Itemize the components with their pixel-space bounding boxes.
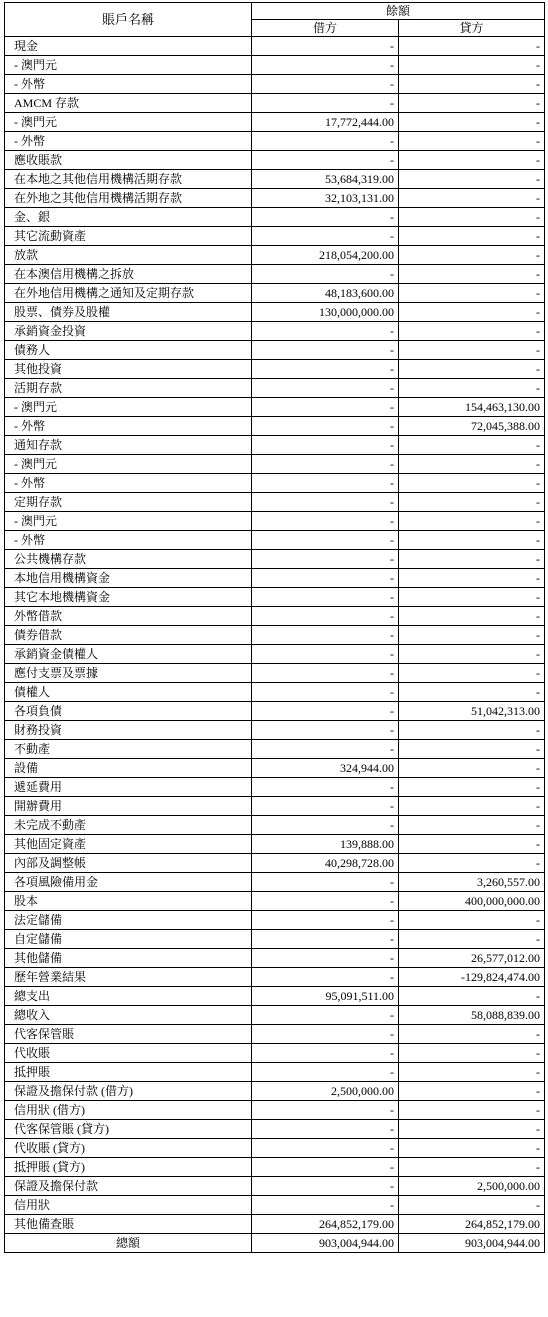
table-row <box>5 455 545 474</box>
total-label: 總額 <box>5 1234 252 1253</box>
table-row <box>5 645 545 664</box>
table-row <box>5 1177 545 1196</box>
account-name-cell: 金、銀 <box>5 208 252 227</box>
debit-cell: - <box>252 550 399 569</box>
account-name-cell: 代客保管賬 (貸方) <box>5 1120 252 1139</box>
credit-cell: - <box>399 75 545 94</box>
debit-cell: - <box>252 455 399 474</box>
table-row <box>5 436 545 455</box>
debit-cell: - <box>252 436 399 455</box>
debit-cell: - <box>252 911 399 930</box>
account-name-cell: 其它本地機構資金 <box>5 588 252 607</box>
debit-cell: 130,000,000.00 <box>252 303 399 322</box>
credit-cell: - <box>399 626 545 645</box>
account-name-cell: 信用狀 <box>5 1196 252 1215</box>
table-row <box>5 94 545 113</box>
credit-cell: - <box>399 360 545 379</box>
debit-cell: 53,684,319.00 <box>252 170 399 189</box>
credit-cell: - <box>399 322 545 341</box>
account-name-cell: 開辦費用 <box>5 797 252 816</box>
account-name-cell: 代收賬 (貸方) <box>5 1139 252 1158</box>
account-name-cell: 其它流動資產 <box>5 227 252 246</box>
debit-cell: - <box>252 94 399 113</box>
credit-cell: - <box>399 1025 545 1044</box>
account-name-cell: 應付支票及票據 <box>5 664 252 683</box>
credit-cell: - <box>399 1044 545 1063</box>
table-row <box>5 512 545 531</box>
credit-cell: - <box>399 56 545 75</box>
account-name-cell: 代收賬 <box>5 1044 252 1063</box>
debit-cell: - <box>252 892 399 911</box>
credit-cell: 26,577,012.00 <box>399 949 545 968</box>
header-row-top <box>5 3 545 20</box>
table-row <box>5 1082 545 1101</box>
table-row <box>5 1025 545 1044</box>
account-name-cell: 其他固定資產 <box>5 835 252 854</box>
account-name-cell: 外幣借款 <box>5 607 252 626</box>
account-name-cell: 抵押賬 (貸方) <box>5 1158 252 1177</box>
table-row <box>5 284 545 303</box>
credit-cell: - <box>399 436 545 455</box>
table-row <box>5 797 545 816</box>
debit-cell: - <box>252 740 399 759</box>
account-name-cell: 債務人 <box>5 341 252 360</box>
account-name-cell: 保證及擔保付款 <box>5 1177 252 1196</box>
credit-cell: - <box>399 1196 545 1215</box>
account-name-cell: 內部及調整帳 <box>5 854 252 873</box>
table-row <box>5 208 545 227</box>
table-row <box>5 151 545 170</box>
debit-cell: - <box>252 1158 399 1177</box>
debit-cell: - <box>252 721 399 740</box>
table-row <box>5 949 545 968</box>
table-row <box>5 398 545 417</box>
debit-cell: - <box>252 322 399 341</box>
debit-cell: - <box>252 1006 399 1025</box>
debit-cell: 218,054,200.00 <box>252 246 399 265</box>
credit-cell: - <box>399 455 545 474</box>
account-name-cell: 抵押賬 <box>5 1063 252 1082</box>
debit-cell: - <box>252 474 399 493</box>
credit-cell: - <box>399 474 545 493</box>
table-row <box>5 170 545 189</box>
credit-cell: - <box>399 113 545 132</box>
table-row <box>5 721 545 740</box>
debit-cell: - <box>252 341 399 360</box>
table-row <box>5 702 545 721</box>
account-name-cell: 在本地之其他信用機構活期存款 <box>5 170 252 189</box>
credit-cell: - <box>399 1139 545 1158</box>
table-row <box>5 569 545 588</box>
account-name-cell: 在本澳信用機構之拆放 <box>5 265 252 284</box>
table-row <box>5 37 545 56</box>
account-name-cell: 其他儲備 <box>5 949 252 968</box>
account-name-cell: 保證及擔保付款 (借方) <box>5 1082 252 1101</box>
credit-cell: - <box>399 550 545 569</box>
debit-cell: 139,888.00 <box>252 835 399 854</box>
credit-cell: - <box>399 1120 545 1139</box>
debit-cell: - <box>252 1063 399 1082</box>
account-name-cell: 歷年營業結果 <box>5 968 252 987</box>
credit-cell: - <box>399 512 545 531</box>
table-row <box>5 740 545 759</box>
account-name-cell: - 澳門元 <box>5 512 252 531</box>
account-name-cell: - 外幣 <box>5 531 252 550</box>
table-row <box>5 360 545 379</box>
debit-cell: - <box>252 208 399 227</box>
account-name-cell: 信用狀 (借方) <box>5 1101 252 1120</box>
credit-cell: - <box>399 911 545 930</box>
table-row <box>5 778 545 797</box>
debit-cell: - <box>252 968 399 987</box>
table-row <box>5 835 545 854</box>
account-name-cell: - 澳門元 <box>5 56 252 75</box>
debit-cell: - <box>252 1044 399 1063</box>
account-name-cell: 不動產 <box>5 740 252 759</box>
credit-cell: - <box>399 284 545 303</box>
credit-cell: - <box>399 37 545 56</box>
account-name-cell: 放款 <box>5 246 252 265</box>
credit-cell: - <box>399 227 545 246</box>
table-row <box>5 987 545 1006</box>
credit-cell: - <box>399 132 545 151</box>
trial-balance-table <box>4 2 545 1253</box>
table-row <box>5 1158 545 1177</box>
credit-cell: - <box>399 816 545 835</box>
credit-cell: - <box>399 246 545 265</box>
account-name-cell: - 外幣 <box>5 474 252 493</box>
credit-cell: 51,042,313.00 <box>399 702 545 721</box>
debit-cell: - <box>252 949 399 968</box>
table-row <box>5 265 545 284</box>
credit-cell: - <box>399 151 545 170</box>
debit-cell: - <box>252 1177 399 1196</box>
debit-cell: - <box>252 588 399 607</box>
credit-cell: 400,000,000.00 <box>399 892 545 911</box>
table-row <box>5 873 545 892</box>
header-credit: 貸方 <box>399 20 545 37</box>
debit-cell: - <box>252 1025 399 1044</box>
debit-cell: - <box>252 873 399 892</box>
credit-cell: - <box>399 531 545 550</box>
table-row <box>5 132 545 151</box>
debit-cell: 17,772,444.00 <box>252 113 399 132</box>
table-row <box>5 246 545 265</box>
debit-cell: - <box>252 626 399 645</box>
credit-cell: - <box>399 778 545 797</box>
table-row <box>5 664 545 683</box>
credit-cell: - <box>399 607 545 626</box>
table-row <box>5 113 545 132</box>
debit-cell: 95,091,511.00 <box>252 987 399 1006</box>
account-name-cell: 應收賬款 <box>5 151 252 170</box>
account-name-cell: 各項負債 <box>5 702 252 721</box>
credit-cell: - <box>399 208 545 227</box>
table-row <box>5 189 545 208</box>
account-name-cell: 定期存款 <box>5 493 252 512</box>
debit-cell: - <box>252 417 399 436</box>
debit-cell: - <box>252 151 399 170</box>
debit-cell: - <box>252 493 399 512</box>
credit-cell: - <box>399 854 545 873</box>
table-row <box>5 1063 545 1082</box>
credit-cell: 3,260,557.00 <box>399 873 545 892</box>
account-name-cell: 本地信用機構資金 <box>5 569 252 588</box>
table-row <box>5 1101 545 1120</box>
account-name-cell: 活期存款 <box>5 379 252 398</box>
credit-cell: - <box>399 1101 545 1120</box>
table-row <box>5 493 545 512</box>
table-row <box>5 341 545 360</box>
debit-cell: - <box>252 797 399 816</box>
debit-cell: - <box>252 683 399 702</box>
debit-cell: - <box>252 1139 399 1158</box>
credit-cell: 72,045,388.00 <box>399 417 545 436</box>
table-row <box>5 930 545 949</box>
debit-cell: - <box>252 930 399 949</box>
table-row <box>5 683 545 702</box>
account-name-cell: - 外幣 <box>5 75 252 94</box>
credit-cell: - <box>399 721 545 740</box>
account-name-cell: 未完成不動產 <box>5 816 252 835</box>
debit-cell: - <box>252 132 399 151</box>
credit-cell: - <box>399 1158 545 1177</box>
account-name-cell: 其他備查賬 <box>5 1215 252 1234</box>
credit-cell: - <box>399 94 545 113</box>
credit-cell: -129,824,474.00 <box>399 968 545 987</box>
account-name-cell: 總支出 <box>5 987 252 1006</box>
total-credit: 903,004,944.00 <box>399 1234 545 1253</box>
table-row <box>5 1196 545 1215</box>
account-name-cell: 在外地信用機構之通知及定期存款 <box>5 284 252 303</box>
debit-cell: 264,852,179.00 <box>252 1215 399 1234</box>
table-row <box>5 227 545 246</box>
table-row <box>5 1139 545 1158</box>
account-name-cell: - 澳門元 <box>5 398 252 417</box>
account-name-cell: 代客保管賬 <box>5 1025 252 1044</box>
account-name-cell: 股票、債券及股權 <box>5 303 252 322</box>
account-name-cell: - 外幣 <box>5 132 252 151</box>
credit-cell: - <box>399 1082 545 1101</box>
table-row <box>5 626 545 645</box>
account-name-cell: 設備 <box>5 759 252 778</box>
credit-cell: - <box>399 588 545 607</box>
debit-cell: - <box>252 1196 399 1215</box>
credit-cell: - <box>399 740 545 759</box>
table-row <box>5 911 545 930</box>
account-name-cell: 現金 <box>5 37 252 56</box>
credit-cell: - <box>399 569 545 588</box>
account-name-cell: 遞延費用 <box>5 778 252 797</box>
credit-cell: - <box>399 759 545 778</box>
account-name-cell: 法定儲備 <box>5 911 252 930</box>
header-balance: 餘額 <box>252 3 545 20</box>
account-name-cell: - 外幣 <box>5 417 252 436</box>
table-row <box>5 968 545 987</box>
table-row <box>5 1006 545 1025</box>
debit-cell: 324,944.00 <box>252 759 399 778</box>
account-name-cell: AMCM 存款 <box>5 94 252 113</box>
debit-cell: 40,298,728.00 <box>252 854 399 873</box>
table-row <box>5 892 545 911</box>
debit-cell: - <box>252 645 399 664</box>
debit-cell: - <box>252 75 399 94</box>
table-row <box>5 303 545 322</box>
credit-cell: - <box>399 341 545 360</box>
account-name-cell: 公共機構存款 <box>5 550 252 569</box>
table-row <box>5 816 545 835</box>
debit-cell: 48,183,600.00 <box>252 284 399 303</box>
credit-cell: 264,852,179.00 <box>399 1215 545 1234</box>
credit-cell: - <box>399 797 545 816</box>
debit-cell: - <box>252 664 399 683</box>
account-name-cell: 債券借款 <box>5 626 252 645</box>
credit-cell: 2,500,000.00 <box>399 1177 545 1196</box>
credit-cell: 154,463,130.00 <box>399 398 545 417</box>
table-body <box>5 37 545 1234</box>
credit-cell: - <box>399 683 545 702</box>
debit-cell: - <box>252 607 399 626</box>
debit-cell: - <box>252 398 399 417</box>
credit-cell: - <box>399 987 545 1006</box>
table-row <box>5 56 545 75</box>
credit-cell: - <box>399 189 545 208</box>
table-row <box>5 322 545 341</box>
account-name-cell: 總收入 <box>5 1006 252 1025</box>
credit-cell: - <box>399 930 545 949</box>
total-debit: 903,004,944.00 <box>252 1234 399 1253</box>
account-name-cell: - 澳門元 <box>5 455 252 474</box>
debit-cell: - <box>252 1101 399 1120</box>
debit-cell: - <box>252 569 399 588</box>
credit-cell: - <box>399 303 545 322</box>
debit-cell: 2,500,000.00 <box>252 1082 399 1101</box>
credit-cell: - <box>399 1063 545 1082</box>
credit-cell: - <box>399 170 545 189</box>
account-name-cell: - 澳門元 <box>5 113 252 132</box>
account-name-cell: 股本 <box>5 892 252 911</box>
debit-cell: - <box>252 56 399 75</box>
debit-cell: 32,103,131.00 <box>252 189 399 208</box>
credit-cell: - <box>399 664 545 683</box>
account-name-cell: 在外地之其他信用機構活期存款 <box>5 189 252 208</box>
table-row <box>5 75 545 94</box>
table-row <box>5 550 545 569</box>
credit-cell: - <box>399 265 545 284</box>
debit-cell: - <box>252 531 399 550</box>
table-row <box>5 417 545 436</box>
account-name-cell: 債權人 <box>5 683 252 702</box>
credit-cell: - <box>399 835 545 854</box>
account-name-cell: 通知存款 <box>5 436 252 455</box>
table-row <box>5 379 545 398</box>
debit-cell: - <box>252 778 399 797</box>
credit-cell: - <box>399 645 545 664</box>
table-row <box>5 531 545 550</box>
account-name-cell: 自定儲備 <box>5 930 252 949</box>
account-name-cell: 承銷資金投資 <box>5 322 252 341</box>
debit-cell: - <box>252 1120 399 1139</box>
table-row <box>5 1120 545 1139</box>
table-row <box>5 1215 545 1234</box>
account-name-cell: 財務投資 <box>5 721 252 740</box>
debit-cell: - <box>252 512 399 531</box>
debit-cell: - <box>252 360 399 379</box>
table-row <box>5 588 545 607</box>
debit-cell: - <box>252 265 399 284</box>
table-row <box>5 854 545 873</box>
credit-cell: - <box>399 379 545 398</box>
table-row <box>5 1044 545 1063</box>
account-name-cell: 承銷資金債權人 <box>5 645 252 664</box>
total-row <box>5 1234 545 1253</box>
credit-cell: - <box>399 493 545 512</box>
debit-cell: - <box>252 702 399 721</box>
table-row <box>5 474 545 493</box>
debit-cell: - <box>252 816 399 835</box>
debit-cell: - <box>252 37 399 56</box>
debit-cell: - <box>252 227 399 246</box>
account-name-cell: 其他投資 <box>5 360 252 379</box>
table-row <box>5 759 545 778</box>
header-account-name: 賬戶名稱 <box>5 3 252 37</box>
debit-cell: - <box>252 379 399 398</box>
header-debit: 借方 <box>252 20 399 37</box>
account-name-cell: 各項風險備用金 <box>5 873 252 892</box>
table-row <box>5 607 545 626</box>
credit-cell: 58,088,839.00 <box>399 1006 545 1025</box>
